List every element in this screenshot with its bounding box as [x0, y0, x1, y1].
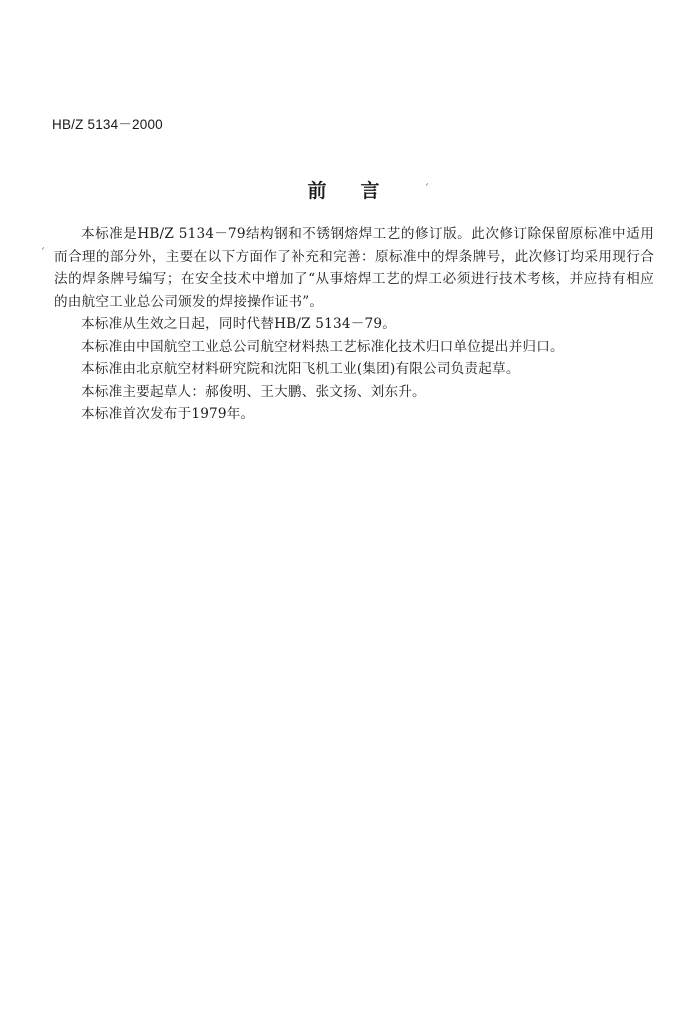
scan-mark: ˊ: [40, 248, 45, 259]
paragraph: 本标准首次发布于1979年。: [81, 406, 255, 422]
preface-body: [54, 223, 654, 426]
paragraph: 本标准是HB/Z 5134－79结构钢和不锈钢熔焊工艺的修订版。此次修订除保留原标准中适用而合理的部分外，主要在以下方面作了补充和完善：原标准中的焊条牌号，此次修订均采用现行合法的焊条牌号编写；在安全技术中增加了“从事熔焊工艺的焊工必须进行技术考核，并应持有相应的由航空工业总公司颁发的焊接操作证书”。: [54, 226, 654, 310]
paragraph: 本标准由中国航空工业总公司航空材料热工艺标准化技术归口单位提出并归口。: [81, 338, 564, 355]
paragraph: 本标准从生效之日起，同时代替HB/Z 5134－79。: [81, 316, 396, 332]
scan-mark: ˊ: [424, 184, 429, 195]
paragraph: 本标准主要起草人：郝俊明、王大鹏、张文扬、刘东升。: [81, 383, 426, 400]
paragraph: 本标准由北京航空材料研究院和沈阳飞机工业(集团)有限公司负责起草。: [81, 361, 520, 377]
standard-code: HB/Z 5134－2000: [52, 117, 163, 132]
page-title: 前言: [307, 180, 414, 202]
